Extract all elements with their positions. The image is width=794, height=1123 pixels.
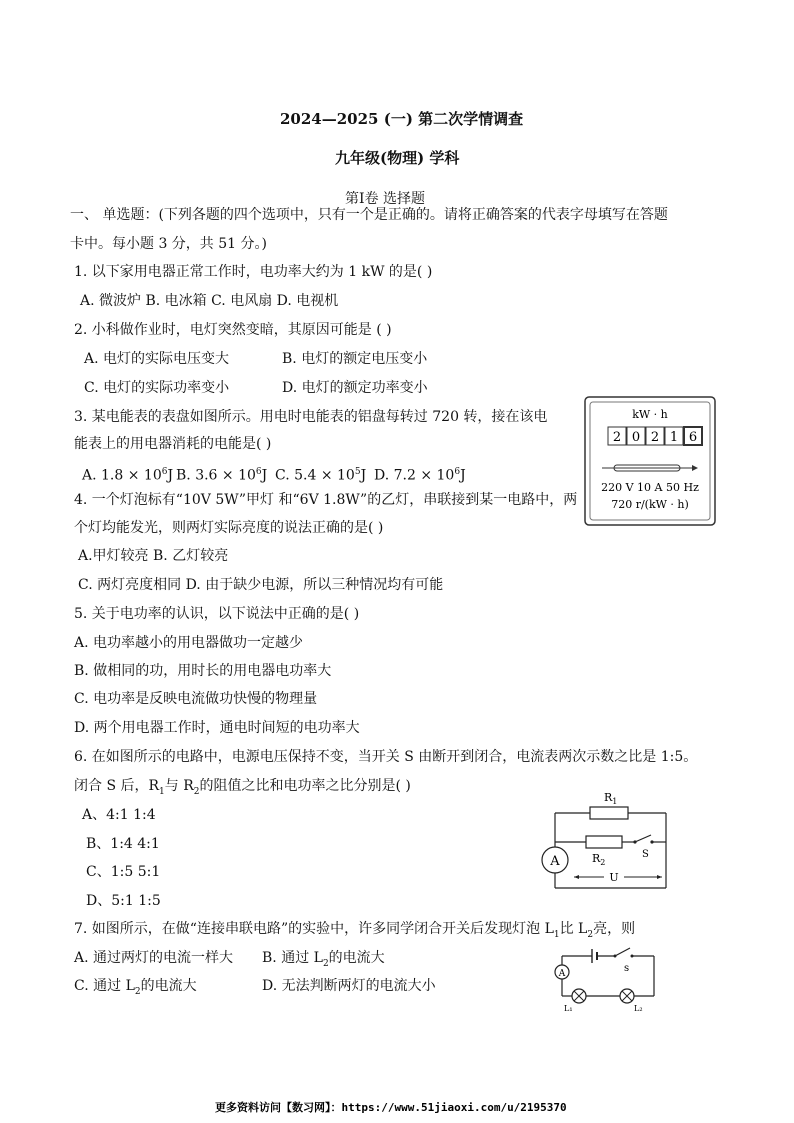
exam-title: 2024—2025 (一) 第二次学情调查: [280, 110, 524, 128]
resistor-r1-symbol: [590, 807, 628, 819]
q4-options-ab: A.甲灯较亮 B. 乙灯较亮: [78, 548, 229, 564]
q7-option-a: A. 通过两灯的电流一样大: [74, 950, 234, 966]
q7-stem: 7. 如图所示，在做“连接串联电路”的实验中，许多同学闭合开关后发现灯泡 $L_1$比 $L_2$亮，则: [74, 921, 636, 940]
q4-stem-1: 4. 一个灯泡标有“10V 5W”甲灯 和“6V 1.8W”的乙灯，串联接到某一电路中，两: [74, 492, 578, 508]
q3-option-d: D. $7.2 \times 10^6J$: [374, 467, 466, 484]
switch-symbol: [615, 948, 630, 956]
r2-label: $R_2$: [592, 852, 606, 867]
lamp-l2-label: L₂: [634, 1004, 643, 1013]
q6-stem-1: 6. 在如图所示的电路中，电源电压保持不变，当开关 S 由断开到闭合，电流表两次示数之比是 1:5。: [74, 749, 698, 765]
ammeter-label: A: [558, 969, 566, 979]
subject-title: 九年级(物理) 学科: [335, 149, 460, 167]
q3-stem-1: 3. 某电能表的表盘如图所示。用电时电能表的铝盘每转过 720 转，接在该电: [74, 409, 548, 425]
meter-digit-1: 2: [612, 430, 622, 445]
q5-option-a: A. 电功率越小的用电器做功一定越少: [74, 635, 304, 651]
q1-stem: 1. 以下家用电器正常工作时，电功率大约为 1 kW 的是( ): [74, 264, 433, 280]
q5-stem: 5. 关于电功率的认识，以下说法中正确的是( ): [74, 606, 360, 622]
q6-option-b: B、1:4 4:1: [86, 836, 160, 852]
switch-s-symbol: [635, 835, 651, 842]
meter-arrow-icon: [692, 465, 698, 471]
circuit-diagram-series-lamps: [550, 944, 662, 1014]
q3-option-a: A. $1.8 \times 10^6J$: [82, 467, 174, 484]
q2-option-c: C. 电灯的实际功率变小: [84, 380, 230, 396]
ammeter-label: A: [550, 854, 560, 869]
instructions-line-1: 一、 单选题：(下列各题的四个选项中，只有一个是正确的。请将正确答案的代表字母填写在答题: [70, 207, 668, 223]
q3-option-c: C. $5.4 \times 10^5J$: [275, 467, 367, 484]
meter-rating: 220 V 10 A 50 Hz: [601, 481, 699, 494]
lamp-l1-label: L₁: [564, 1004, 573, 1013]
circuit-diagram-r1-r2: [538, 785, 673, 895]
switch-label: s: [624, 963, 630, 974]
q7-option-d: D. 无法判断两灯的电流大小: [262, 978, 436, 994]
switch-label: S: [642, 849, 649, 860]
footer-link[interactable]: 更多资料访问【数习网】：https://www.51jiaoxi.com/u/2195370: [215, 1101, 567, 1114]
q5-option-c: C. 电功率是反映电流做功快慢的物理量: [74, 691, 318, 707]
q6-option-a: A、4:1 1:4: [82, 807, 156, 823]
q2-option-d: D. 电灯的额定功率变小: [282, 380, 428, 396]
meter-digit-2: 0: [631, 430, 641, 445]
q3-option-b: B. $3.6 \times 10^6J$: [176, 467, 268, 484]
meter-digit-5: 6: [688, 430, 698, 445]
meter-revolutions: 720 r/(kW · h): [611, 498, 689, 511]
q5-option-d: D. 两个用电器工作时，通电时间短的电功率大: [74, 720, 360, 736]
q1-options: A. 微波炉 B. 电冰箱 C. 电风扇 D. 电视机: [80, 293, 339, 309]
q2-stem: 2. 小科做作业时，电灯突然变暗，其原因可能是 ( ): [74, 322, 392, 338]
energy-meter-figure: [584, 396, 716, 526]
section-title: 第Ⅰ卷 选择题: [345, 191, 425, 207]
meter-digit-3: 2: [650, 430, 660, 445]
q2-option-a: A. 电灯的实际电压变大: [84, 351, 230, 367]
q4-options-cd: C. 两灯亮度相同 D. 由于缺少电源，所以三种情况均有可能: [78, 577, 444, 593]
q4-stem-2: 个灯均能发光，则两灯实际亮度的说法正确的是( ): [74, 520, 384, 536]
meter-unit: kW · h: [632, 408, 668, 421]
q2-option-b: B. 电灯的额定电压变小: [282, 351, 428, 367]
q6-stem-2: 闭合 S 后，$R_1$与 $R_2$的阻值之比和电功率之比分别是( ): [74, 778, 411, 797]
voltage-label: U: [609, 871, 619, 884]
q7-option-c: C. 通过 $L_2$的电流大: [74, 978, 197, 997]
q5-option-b: B. 做相同的功，用时长的用电器电功率大: [74, 663, 332, 679]
resistor-r2-symbol: [586, 836, 622, 848]
r1-label: $R_1$: [604, 791, 618, 806]
instructions-line-2: 卡中。每小题 3 分，共 51 分。): [70, 236, 267, 252]
q6-option-d: D、5:1 1:5: [86, 893, 161, 909]
q7-option-b: B. 通过 $L_2$的电流大: [262, 950, 385, 969]
q6-option-c: C、1:5 5:1: [86, 864, 161, 880]
q3-stem-2: 能表上的用电器消耗的电能是( ): [74, 436, 272, 452]
meter-digit-4: 1: [669, 430, 679, 445]
